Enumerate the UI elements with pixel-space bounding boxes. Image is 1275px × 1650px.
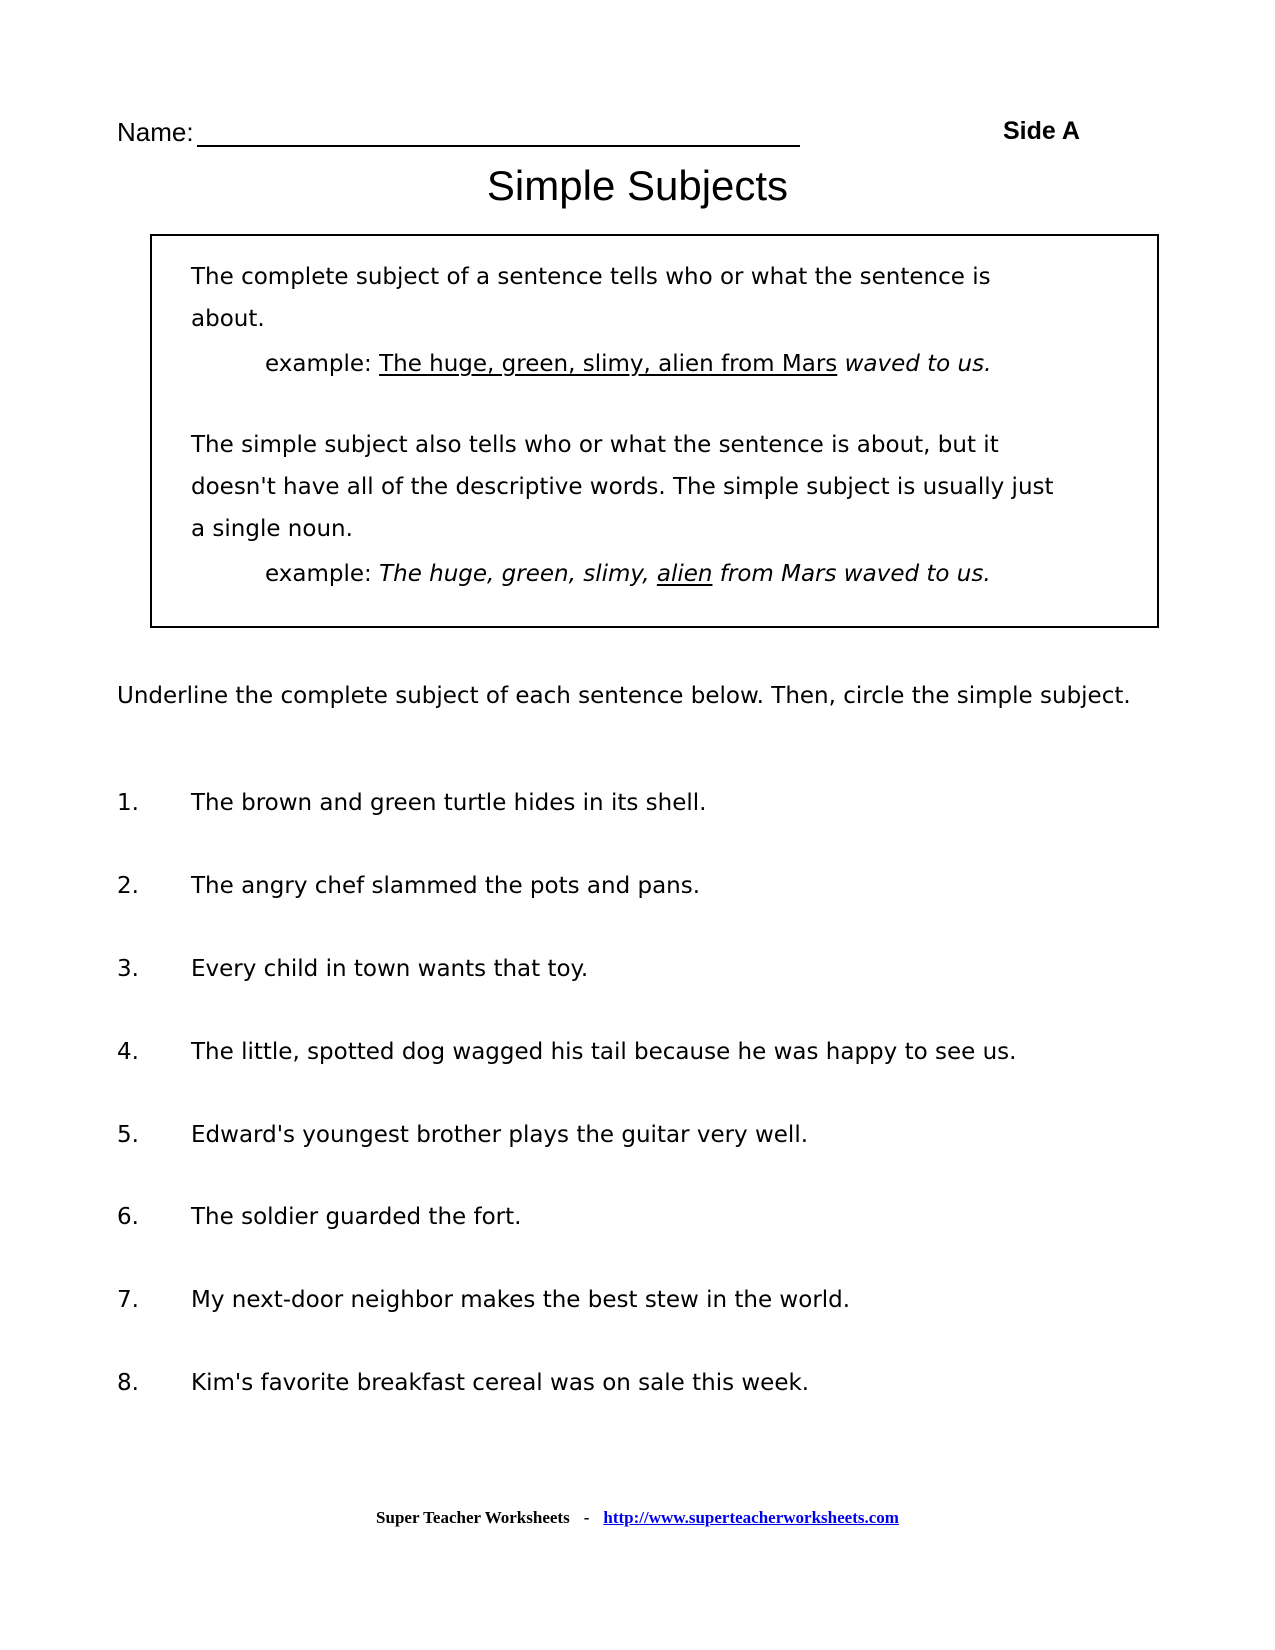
question-sentence: My next-door neighbor makes the best stew in the world. [191, 1287, 851, 1313]
question-number: 7. [117, 1287, 139, 1313]
footer-website-link[interactable]: http://www.superteacherworksheets.com [603, 1508, 899, 1527]
example-simple-subject: alien [656, 561, 713, 587]
question-number: 2. [117, 873, 139, 899]
simple-subject-definition-line-3: a single noun. [191, 516, 353, 542]
example-complete-subject: The huge, green, slimy, alien from Mars [379, 351, 838, 377]
simple-subject-example [265, 561, 991, 587]
question-number: 8. [117, 1370, 139, 1396]
instructions: Underline the complete subject of each sentence below. Then, circle the simple subject. [117, 683, 1131, 709]
footer-separator: - [583, 1508, 590, 1527]
complete-subject-definition-line-2: about. [191, 306, 265, 332]
simple-subject-definition-line-1: The simple subject also tells who or what the sentence is about, but it [191, 432, 999, 458]
question-sentence: The brown and green turtle hides in its shell. [191, 790, 707, 816]
footer-brand: Super Teacher Worksheets [376, 1508, 570, 1527]
example-before-subject: The huge, green, slimy, [379, 561, 650, 587]
side-label: Side A [1003, 117, 1080, 145]
question-number: 1. [117, 790, 139, 816]
question-sentence: The little, spotted dog wagged his tail because he was happy to see us. [191, 1039, 1017, 1065]
question-sentence: Edward's youngest brother plays the guitar very well. [191, 1122, 809, 1148]
complete-subject-example [265, 351, 991, 377]
question-number: 3. [117, 956, 139, 982]
simple-subject-definition-line-2: doesn't have all of the descriptive words. The simple subject is usually just [191, 474, 1054, 500]
example-label: example: [265, 351, 372, 377]
question-number: 5. [117, 1122, 139, 1148]
example-predicate: waved to us. [844, 351, 992, 377]
question-number: 6. [117, 1204, 139, 1230]
name-blank-line[interactable] [197, 145, 800, 147]
footer [0, 1508, 1275, 1528]
complete-subject-definition-line-1: The complete subject of a sentence tells who or what the sentence is [191, 264, 991, 290]
question-sentence: The soldier guarded the fort. [191, 1204, 522, 1230]
example-after-subject: from Mars waved to us. [719, 561, 991, 587]
question-number: 4. [117, 1039, 139, 1065]
question-sentence: Kim's favorite breakfast cereal was on sale this week. [191, 1370, 810, 1396]
question-sentence: The angry chef slammed the pots and pans. [191, 873, 701, 899]
name-label: Name: [117, 117, 194, 147]
question-sentence: Every child in town wants that toy. [191, 956, 589, 982]
example-label: example: [265, 561, 372, 587]
page-title: Simple Subjects [486, 162, 789, 209]
